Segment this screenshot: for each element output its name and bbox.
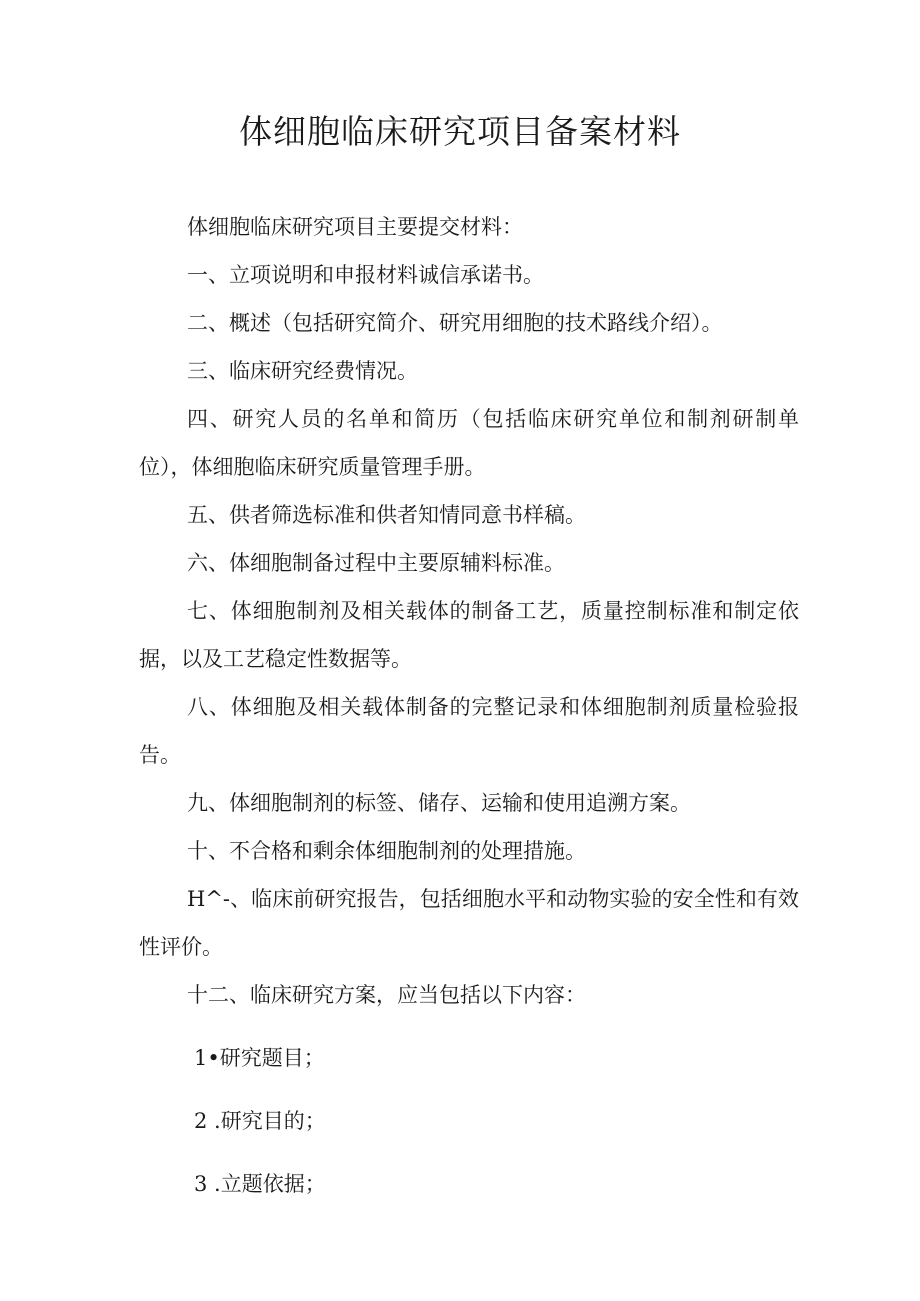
item-11: H^-、临床前研究报告，包括细胞水平和动物实验的安全性和有效性评价。 <box>139 887 799 959</box>
item-1: 一、立项说明和申报材料诚信承诺书。 <box>187 263 544 287</box>
item-9: 九、体细胞制剂的标签、储存、运输和使用追溯方案。 <box>187 791 691 815</box>
item-12: 十二、临床研究方案，应当包括以下内容： <box>187 983 586 1007</box>
item-5: 五、供者筛选标准和供者知情同意书样稿。 <box>187 503 586 527</box>
item-2: 二、概述（包括研究简介、研究用细胞的技术路线介绍）。 <box>187 311 723 335</box>
intro-paragraph: 体细胞临床研究项目主要提交材料： <box>187 215 523 239</box>
item-3: 三、临床研究经费情况。 <box>187 359 418 383</box>
item-4: 四、研究人员的名单和简历（包括临床研究单位和制剂研制单位），体细胞临床研究质量管理手册。 <box>139 407 799 479</box>
document-body <box>139 203 799 1208</box>
document-title: 体细胞临床研究项目备案材料 <box>239 112 681 151</box>
item-10: 十、不合格和剩余体细胞制剂的处理措施。 <box>187 839 586 863</box>
item-6: 六、体细胞制备过程中主要原辅料标准。 <box>187 551 565 575</box>
subitem-2: 2 .研究目的； <box>194 1109 326 1133</box>
subitem-3: 3 .立题依据； <box>194 1172 326 1196</box>
subitem-1: 1•研究题目； <box>194 1046 325 1070</box>
item-7: 七、体细胞制剂及相关载体的制备工艺，质量控制标准和制定依据，以及工艺稳定性数据等。 <box>139 599 799 671</box>
item-8: 八、体细胞及相关载体制备的完整记录和体细胞制剂质量检验报告。 <box>139 695 799 767</box>
